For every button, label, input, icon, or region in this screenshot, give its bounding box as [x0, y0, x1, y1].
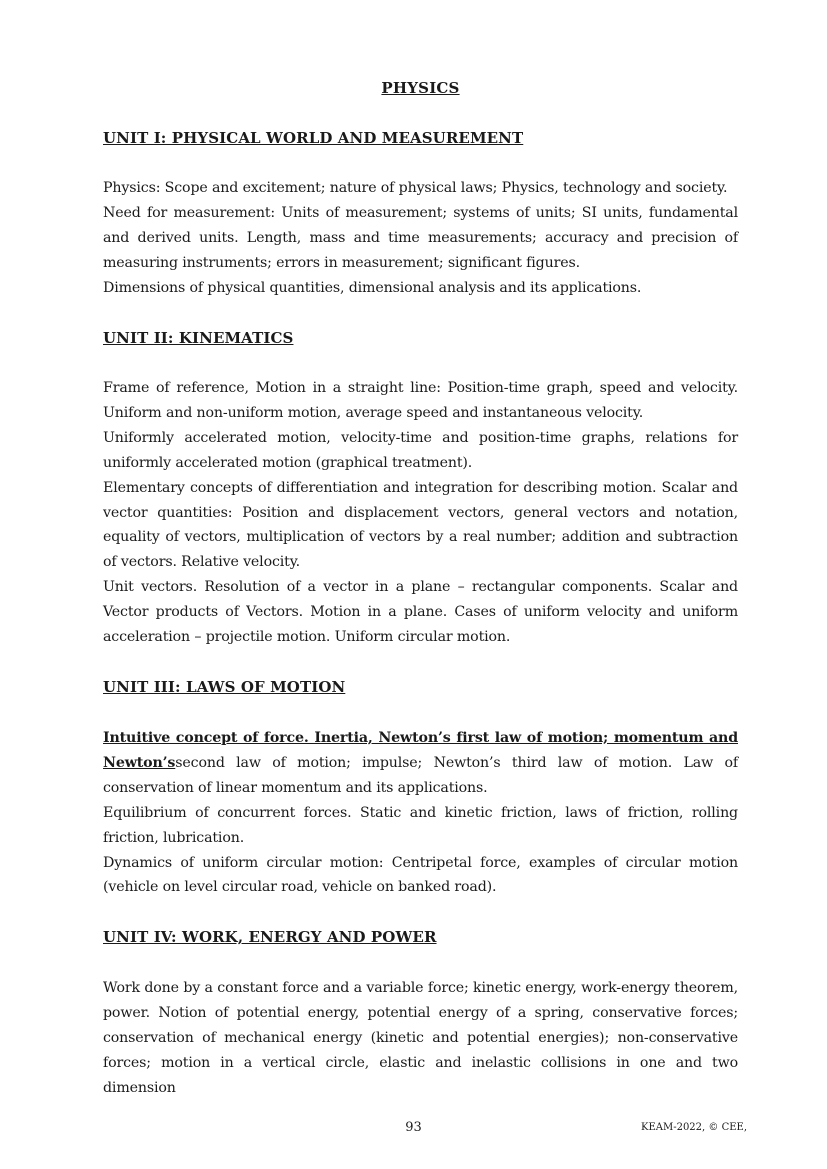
unit-2-paragraph: Elementary concepts of differentiation and integration for describing motion. Scalar and vector quantities: Position and displacement vectors, general vectors and notation, equality of vectors, multiplication of vectors by a real number; addition and subtraction of vectors. Relative velocity. [103, 479, 738, 571]
unit-2-heading: UNIT II: KINEMATICS [103, 329, 294, 347]
unit-2-paragraph: Unit vectors. Resolution of a vector in a plane – rectangular components. Scalar and Vector products of Vectors. Motion in a plane. Cases of uniform velocity and uniform acceleration – projectile motion. Uniform circular motion. [103, 579, 738, 646]
unit-3-paragraph [103, 726, 738, 801]
page-title: PHYSICS [381, 79, 460, 97]
unit-3-heading: UNIT III: LAWS OF MOTION [103, 678, 346, 696]
unit-2-paragraph: Frame of reference, Motion in a straight line: Position-time graph, speed and velocity. Uniform and non-uniform motion, average speed and instantaneous velocity. [103, 380, 738, 421]
unit-3-paragraph: Equilibrium of concurrent forces. Static and kinetic friction, laws of friction, rolling friction, lubrication. [103, 804, 738, 846]
unit-3-paragraph: Dynamics of uniform circular motion: Centripetal force, examples of circular motion (vehicle on level circular road, vehicle on banked road). [103, 854, 738, 896]
unit-4-paragraph: Work done by a constant force and a variable force; kinetic energy, work-energy theorem, power. Notion of potential energy, potential energy of a spring, conservative forces; conservation of mechanical energy (kinetic and potential energies); non-conservative forces; motion in a vertical circle, elastic and inelastic collisions in one and two dimension [103, 980, 738, 1096]
unit-3-body [103, 726, 738, 900]
unit-2-body [103, 376, 738, 650]
unit-3-paragraph-continued: second law of motion; impulse; Newton’s third law of motion. Law of conservation of linear momentum and its applications. [103, 754, 738, 796]
unit-1-body [103, 176, 738, 301]
unit-1-heading: UNIT I: PHYSICAL WORLD AND MEASUREMENT [103, 129, 524, 147]
unit-1-paragraph: Dimensions of physical quantities, dimensional analysis and its applications. [103, 279, 642, 296]
page-number: 93 [405, 1120, 422, 1135]
unit-4-heading: UNIT IV: WORK, ENERGY AND POWER [103, 928, 437, 946]
unit-1-paragraph: Physics: Scope and excitement; nature of physical laws; Physics, technology and society. [103, 180, 728, 196]
copyright-footer: KEAM-2022, © CEE, [640, 1122, 747, 1133]
unit-4-body [103, 976, 738, 1101]
unit-1-paragraph: Need for measurement: Units of measurement; systems of units; SI units, fundamental and derived units. Length, mass and time measurements; accuracy and precision of measuring instruments; errors in measurement; significant figures. [103, 204, 738, 271]
unit-3-lead-text: Intuitive concept of force. Inertia, Newton’s first law of motion; momentum and Newton’s [103, 730, 738, 771]
unit-2-paragraph: Uniformly accelerated motion, velocity-time and position-time graphs, relations for uniformly accelerated motion (graphical treatment). [103, 429, 738, 471]
